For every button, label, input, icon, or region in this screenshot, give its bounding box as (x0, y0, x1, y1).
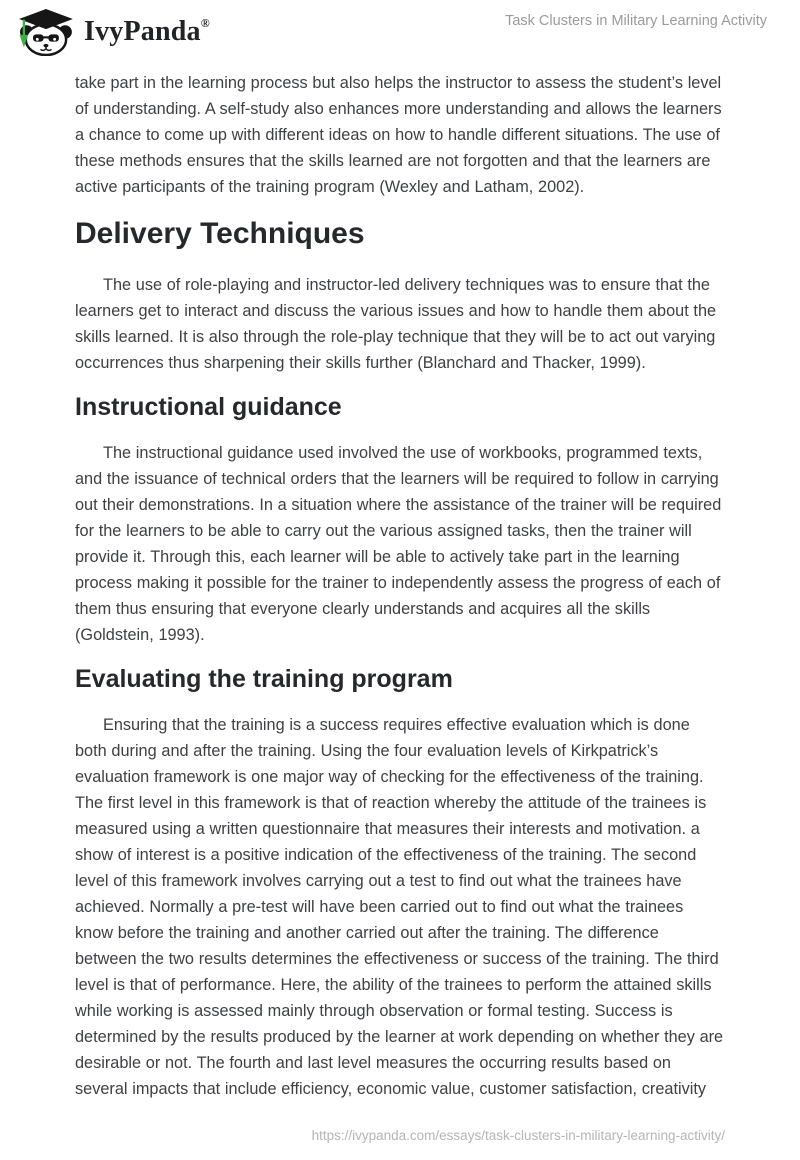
essay-body (0, 56, 800, 1102)
registered-trademark: ® (200, 16, 210, 30)
heading-instructional-guidance: Instructional guidance (75, 393, 342, 421)
paragraph-continuation: take part in the learning process but also helps the instructor to assess the student’s level of understanding. A self-study also enhances more understanding and allows the learners a chance to come up with different ideas on how to handle different situations. The use of these methods ensures that the skills learned are not forgotten and that the learners are active participants of the training program (Wexley and Latham, 2002). (75, 74, 722, 196)
ivypanda-logo-link[interactable] (14, 8, 210, 56)
brand-name: IvyPanda® (84, 16, 210, 47)
source-url-link[interactable]: https://ivypanda.com/essays/task-clusters-in-military-learning-activity/ (311, 1128, 725, 1143)
paragraph-instructional-guidance: The instructional guidance used involved the use of workbooks, programmed texts, and the issuance of technical orders that the learners will be required to follow in carrying out their demonstrations. In a situation where the assistance of the trainer will be required for the learners to be able to carry out the various assigned tasks, then the trainer will provide it. Through this, each learner will be able to actively take part in the learning process making it possible for the trainer to independently assess the progress of each of them thus ensuring that everyone clearly understands and acquires all the skills (Goldstein, 1993). (75, 444, 722, 644)
heading-delivery-techniques: Delivery Techniques (75, 217, 365, 250)
document-title: Task Clusters in Military Learning Activity (505, 13, 767, 29)
paragraph-evaluating-training-program: Ensuring that the training is a success requires effective evaluation which is done both during and after the training. Using the four evaluation levels of Kirkpatrick’s evaluation framework is one major way of checking for the effectiveness of the training. The first level in this framework is that of reaction whereby the attitude of the trainees is measured using a written questionnaire that measures their interests and motivation. a show of interest is a positive indication of the effectiveness of the training. The second level of this framework involves carrying out a test to find out what the trainees have achieved. Normally a pre-test will have been carried out to find out what the trainees know before the training and another carried out after the training. The difference between the two results determines the effectiveness or success of the training. The third level is that of performance. Here, the ability of the trainees to perform the attained skills while working is assessed mainly through observation or formal testing. Success is determined by the results produced by the learner at work depending on whether they are desirable or not. The fourth and last level measures the occurring results based on several impacts that include efficiency, economic value, customer satisfaction, creativity (75, 716, 724, 1098)
heading-evaluating-training-program: Evaluating the training program (75, 665, 453, 693)
panda-graduation-cap-icon (14, 8, 76, 56)
page-header (0, 0, 800, 56)
paragraph-delivery-techniques: The use of role-playing and instructor-led delivery techniques was to ensure that the learners get to interact and discuss the various issues and how to handle them about the skills learned. It is also through the role-play technique that they will be to act out varying occurrences thus sharpening their skills further (Blanchard and Thacker, 1999). (75, 276, 717, 372)
